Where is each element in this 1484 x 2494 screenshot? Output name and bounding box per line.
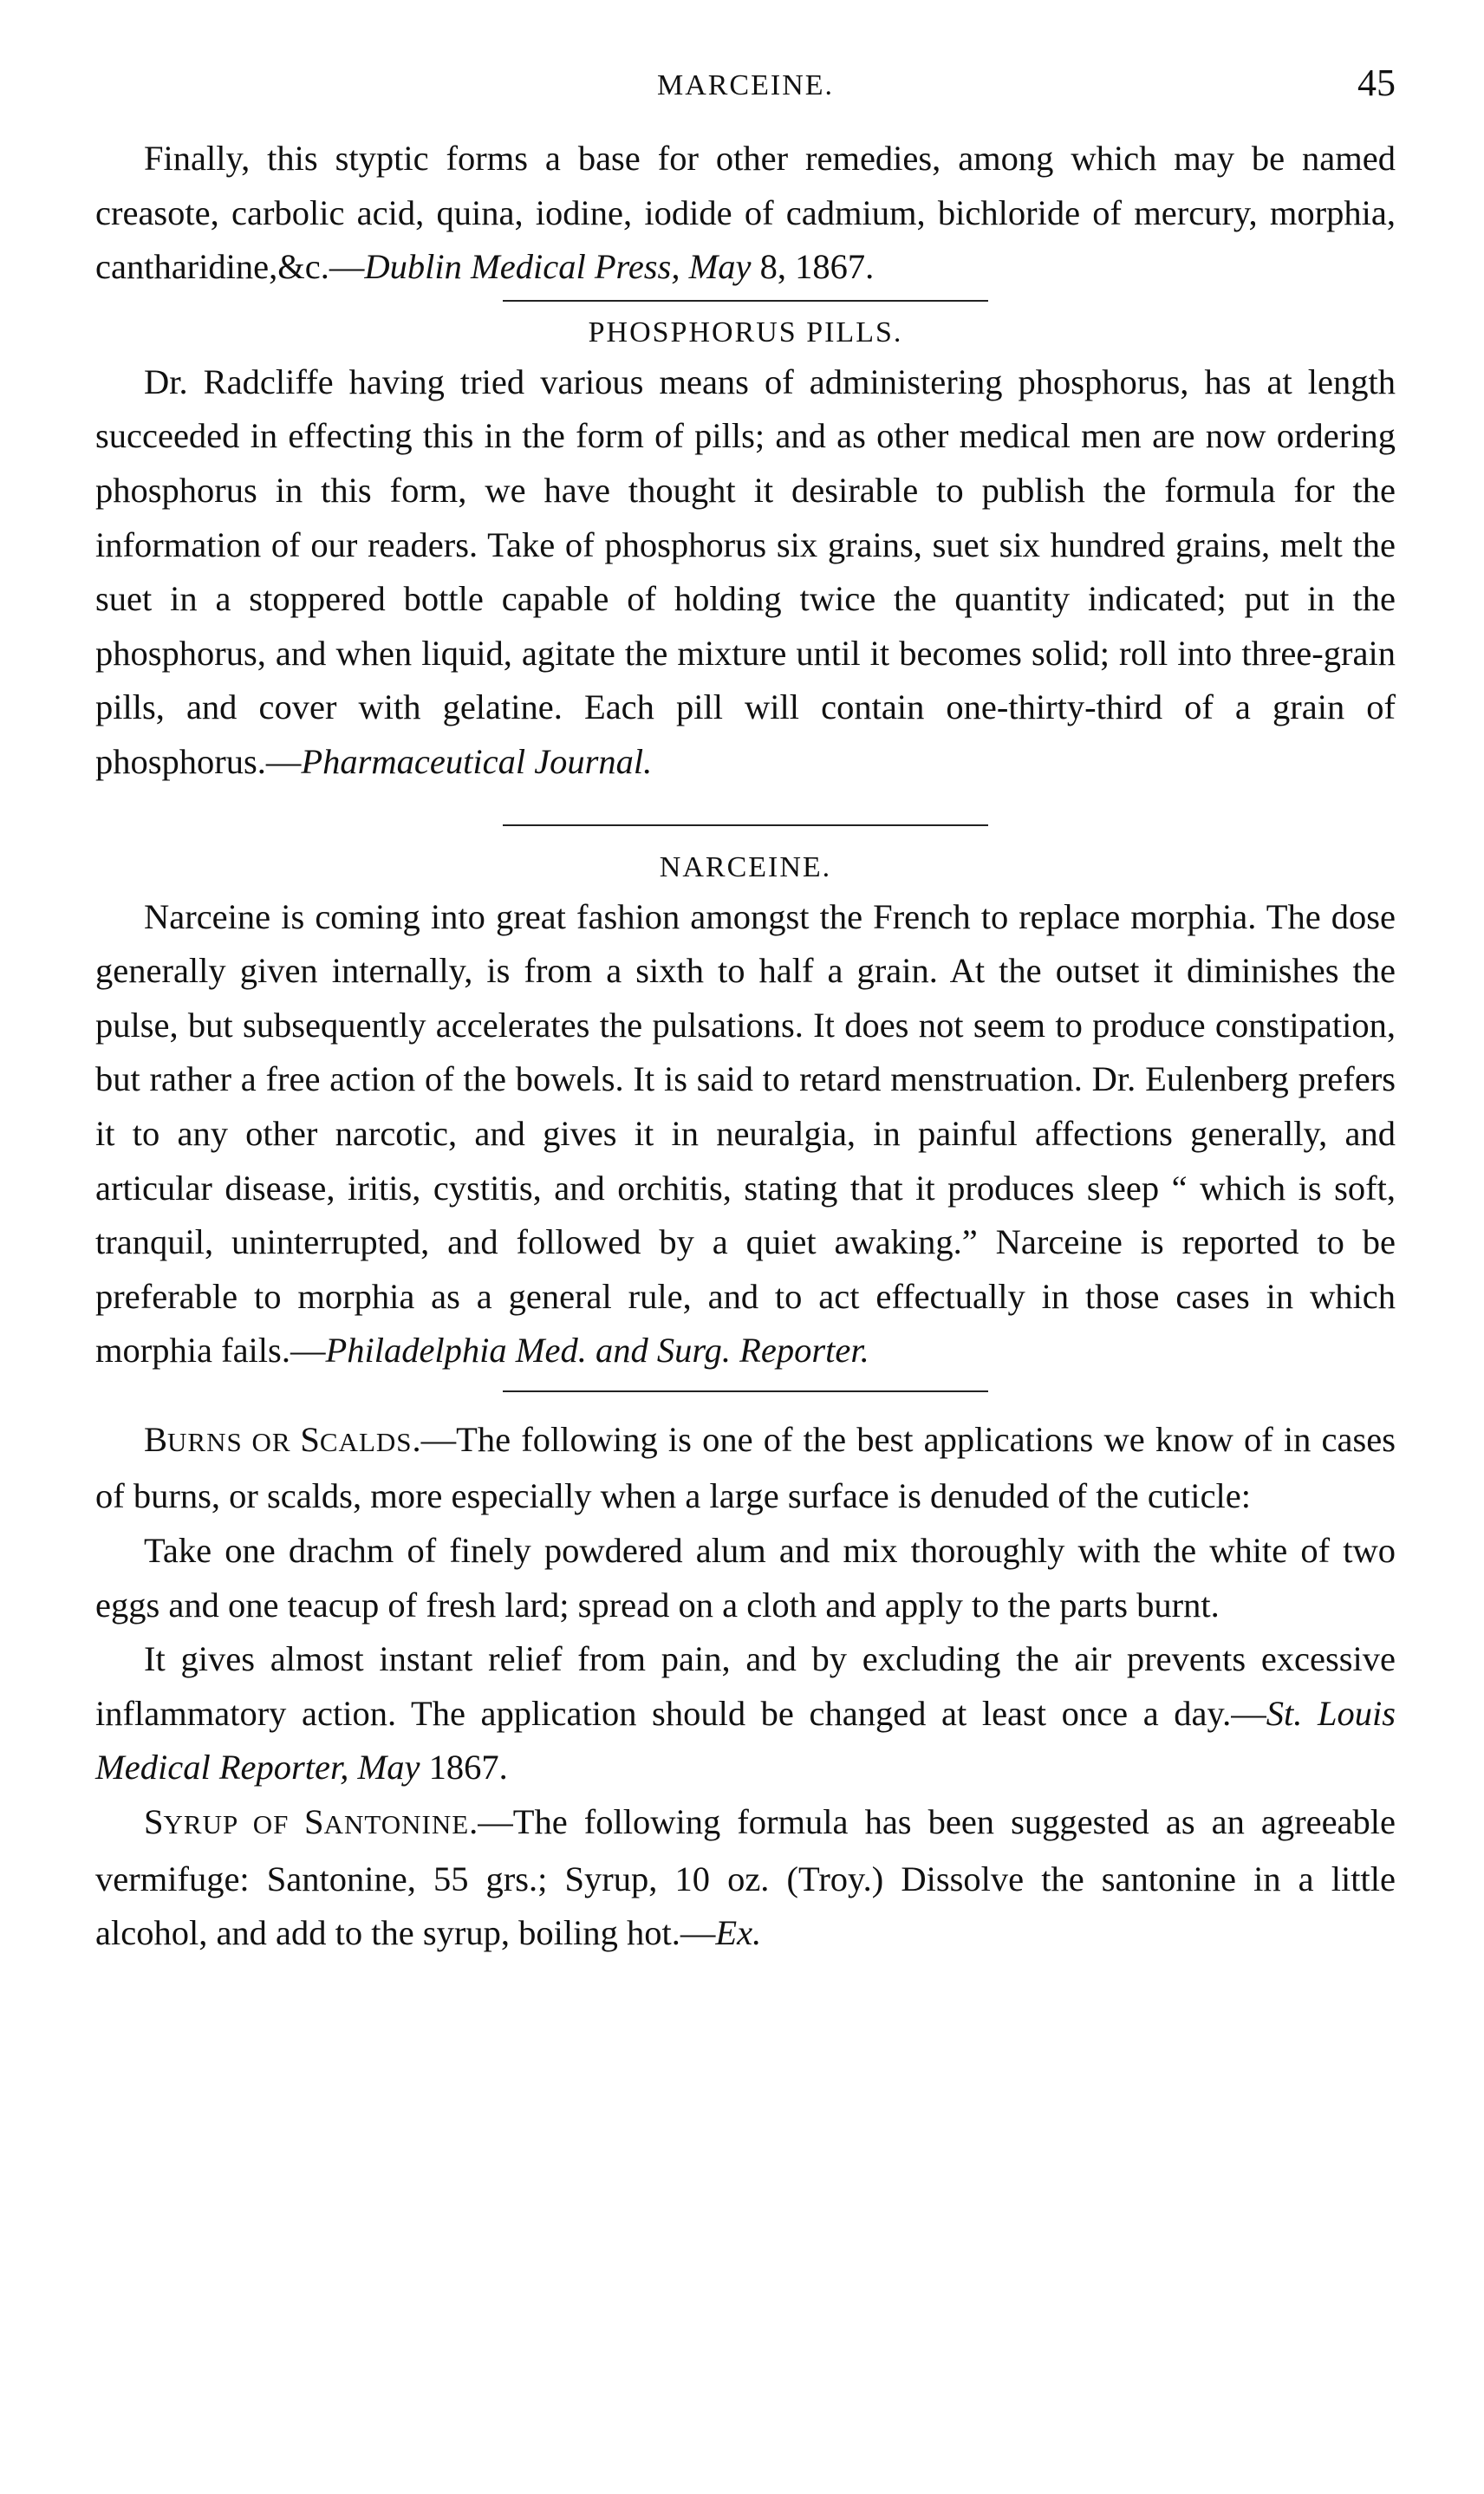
section-divider	[503, 1390, 988, 1392]
phosphorus-text: Dr. Radcliffe having tried various means of administering phosphorus, has at length succeeded in effecting this in the form of pills; and as other medical men are now ordering phosphorus in this form, we have thought it desirable to publish the formula for the information of our readers. Take of phosphorus six grains, suet six hundred grains, melt the suet in a stoppered bottle capable of holding twice the quantity indicated; put in the phosphorus, and when liquid, agitate the mixture until it becomes solid; roll into three-grain pills, and cover with gelatine. Each pill will contain one-thirty-third of a grain of phosphorus.—	[95, 361, 1396, 781]
narceine-text: Narceine is coming into great fashion amongst the French to replace morphia. The dose generally given internally, is from a sixth to half a grain. At the outset it diminishes the pulse, but subsequently accelerates the pulsations. It does not seem to produce constipation, but rather a free action of the bowels. It is said to retard menstruation. Dr. Eulenberg prefers it to any other narcotic, and gives it in neuralgia, in painful affections generally, and articular disease, iritis, cystitis, and orchitis, stating that it produces sleep “ which is soft, tranquil, uninterrupted, and followed by a quiet awaking.” Narceine is reported to be preferable to morphia as a general rule, and to act effectually in those cases in which morphia fails.—	[95, 896, 1396, 1371]
burns-effect-paragraph	[95, 1632, 1396, 1795]
phosphorus-heading: PHOSPHORUS PILLS.	[588, 316, 903, 348]
section-divider	[503, 824, 988, 826]
phosphorus-citation: Pharmaceutical Journal.	[301, 741, 653, 781]
burns-effect-text: It gives almost instant relief from pain, and by excluding the air prevents excessive inflammatory action. The application should be changed at least once a day.—	[95, 1639, 1396, 1733]
intro-text: Finally, this styptic forms a base for other remedies, among which may be named creasote, carbolic acid, quina, iodine, iodide of cadmium, bichloride of mercury, morphia, cantharidine,&c.—	[95, 139, 1396, 287]
running-head	[95, 61, 1396, 113]
santonine-text: .—The following formula has been suggested as an agreeable vermifuge: Santonine, 55 grs.; Syrup, 10 oz. (Troy.) Dissolve the santonine in a little alcohol, and add to the syrup, boiling hot.—	[95, 1802, 1396, 1953]
burns-lead-smallcaps: CALDS	[319, 1426, 413, 1457]
narceine-paragraph	[95, 890, 1396, 1378]
burns-citation: St. Louis Medical Reporter, May	[95, 1693, 1396, 1787]
page	[95, 61, 1396, 1961]
burns-recipe-paragraph: Take one drachm of finely powdered alum and mix thoroughly with the white of two eggs and one teacup of fresh lard; spread on a cloth and apply to the parts burnt.	[95, 1531, 1396, 1625]
burns-lead-initial: S	[300, 1419, 320, 1459]
santonine-lead-smallcaps: ANTONINE	[323, 1809, 470, 1840]
intro-date: 8, 1867.	[751, 247, 875, 287]
burns-date: 1867.	[420, 1748, 508, 1787]
burns-lead-smallcaps: URNS OR	[167, 1426, 301, 1457]
narceine-citation: Philadelphia Med. and Surg. Reporter.	[325, 1331, 869, 1371]
intro-citation: Dublin Medical Press, May	[364, 247, 752, 287]
page-number: 45	[1357, 62, 1396, 104]
santonine-lead-initial: S	[304, 1802, 324, 1842]
burns-text: .—The following is one of the best applications we know of in cases of burns, or scalds, more especially when a large surface is denuded of the cuticle:	[95, 1419, 1396, 1516]
santonine-lead-initial: S	[144, 1802, 164, 1842]
santonine-lead-smallcaps: YRUP OF	[163, 1809, 305, 1840]
santonine-citation: Ex.	[715, 1913, 762, 1953]
section-divider	[503, 300, 988, 302]
santonine-paragraph	[95, 1795, 1396, 1961]
running-title: MARCEINE.	[656, 69, 835, 101]
burns-paragraph	[95, 1413, 1396, 1524]
burns-lead-initial: B	[144, 1419, 168, 1459]
phosphorus-paragraph	[95, 355, 1396, 790]
intro-paragraph	[95, 132, 1396, 295]
narceine-heading: NARCEINE.	[659, 850, 832, 883]
